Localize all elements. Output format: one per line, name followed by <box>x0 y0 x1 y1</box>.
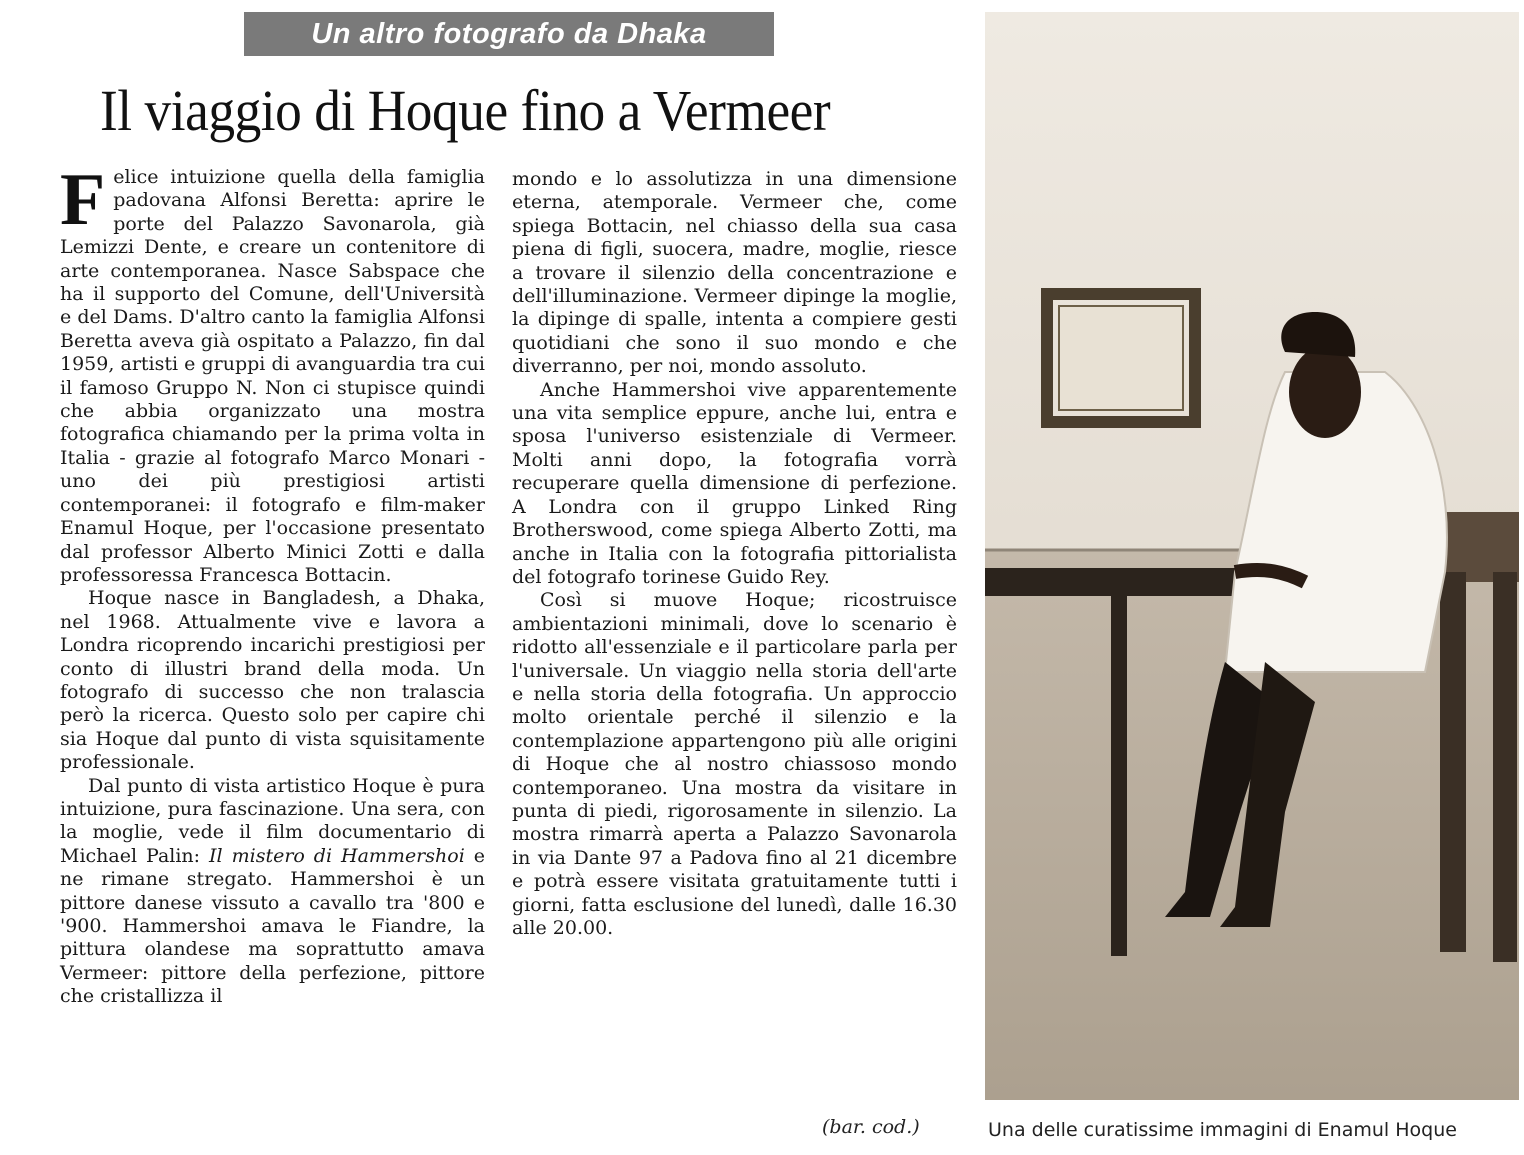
article-photo <box>985 12 1519 1100</box>
article-column-middle <box>512 168 957 940</box>
paragraph-artistic-text-a: Dal punto di vista artistico Hoque è pura intuizione, pura fascinazione. Una sera, con la moglie, vede il film documentario di Michael Palin: <box>60 774 485 867</box>
paragraph-biography: Hoque nasce in Bangladesh, a Dhaka, nel 1968. Attualmente vive e lavora a Londra ricoprendo incarichi prestigiosi per conto di illustri brand della moda. Un fotografo di successo che non tralascia però la ricerca. Questo solo per capire chi sia Hoque dal punto di vista squisitamente professionale. <box>60 587 485 774</box>
paragraph-vermeer: mondo e lo assolutizza in una dimensione eterna, atemporale. Vermeer che, come spiega Bottacin, nel chiasso della sua casa piena di figli, suocera, madre, moglie, riesce a trovare il silenzio della concentrazione e dell'illuminazione. Vermeer dipinge la moglie, la dipinge di spalle, intenta a compiere gesti quotidiani che sono il suo mondo e che diverranno, per noi, mondo assoluto. <box>512 168 957 378</box>
article-column-left <box>60 159 485 1009</box>
drop-cap: F <box>60 159 106 241</box>
paragraph-hammershoi: Anche Hammershoi vive apparentemente una vita semplice eppure, anche lui, entra e sposa l'universo esistenziale di Vermeer. Molti anni dopo, la fotografia vorrà recuperare quella dimensione di perfezione. A Londra con il gruppo Linked Ring Brotherswood, come spiega Alberto Zotti, ma anche in Italia con la fotografia pittorialista del fotografo torinese Guido Rey. <box>512 378 957 588</box>
paragraph-artistic <box>60 775 485 1009</box>
photo-illustration <box>985 12 1519 1100</box>
paragraph-artistic-text-b: e ne rimane stregato. Hammershoi è un pittore danese vissuto a cavallo tra '800 e '900. Hammershoi amava le Fiandre, la pittura olandese ma soprattutto amava Vermeer: pittore della perfezione, pittore che cristallizza il <box>60 844 485 1008</box>
kicker-banner <box>244 12 774 56</box>
paragraph-intro <box>60 159 485 587</box>
film-title: Il mistero di Hammershoi <box>209 844 465 867</box>
photo-caption: Una delle curatissime immagini di Enamul Hoque <box>988 1119 1457 1141</box>
paragraph-exhibition: Così si muove Hoque; ricostruisce ambientazioni minimali, dove lo scenario è ridotto all'essenziale e il particolare parla per l'universale. Un viaggio nella storia dell'arte e nella storia della fotografia. Un approccio molto orientale perché il silenzio e la contemplazione appartengono più alle origini di Hoque che al nostro chiassoso mondo contemporaneo. Una mostra da visitare in punta di piedi, rigorosamente in silenzio. La mostra rimarrà aperta a Palazzo Savonarola in via Dante 97 a Padova fino al 21 dicembre e potrà essere visitata gratuitamente tutti i giorni, fatta esclusione del lunedì, dalle 16.30 alle 20.00. <box>512 589 957 939</box>
article-headline: Il viaggio di Hoque fino a Vermeer <box>100 78 831 143</box>
author-signature: (bar. cod.) <box>822 1116 920 1138</box>
paragraph-intro-text: elice intuizione quella della famiglia padovana Alfonsi Beretta: aprire le porte del Palazzo Savonarola, già Lemizzi Dente, e creare un contenitore di arte contemporanea. Nasce Sabspace che ha il supporto del Comune, dell'Università e del Dams. D'altro canto la famiglia Alfonsi Beretta aveva già ospitato a Palazzo, fin dal 1959, artisti e gruppi di avanguardia tra cui il famoso Gruppo N. Non ci stupisce quindi che abbia organizzato una mostra fotografica chiamando per la prima volta in Italia - grazie al fotografo Marco Monari - uno dei più prestigiosi artisti contemporanei: il fotografo e film-maker Enamul Hoque, per l'occasione presentato dal professor Alberto Minici Zotti e dalla professoressa Francesca Bottacin. <box>60 166 485 586</box>
kicker-text: Un altro fotografo da Dhaka <box>311 17 707 50</box>
